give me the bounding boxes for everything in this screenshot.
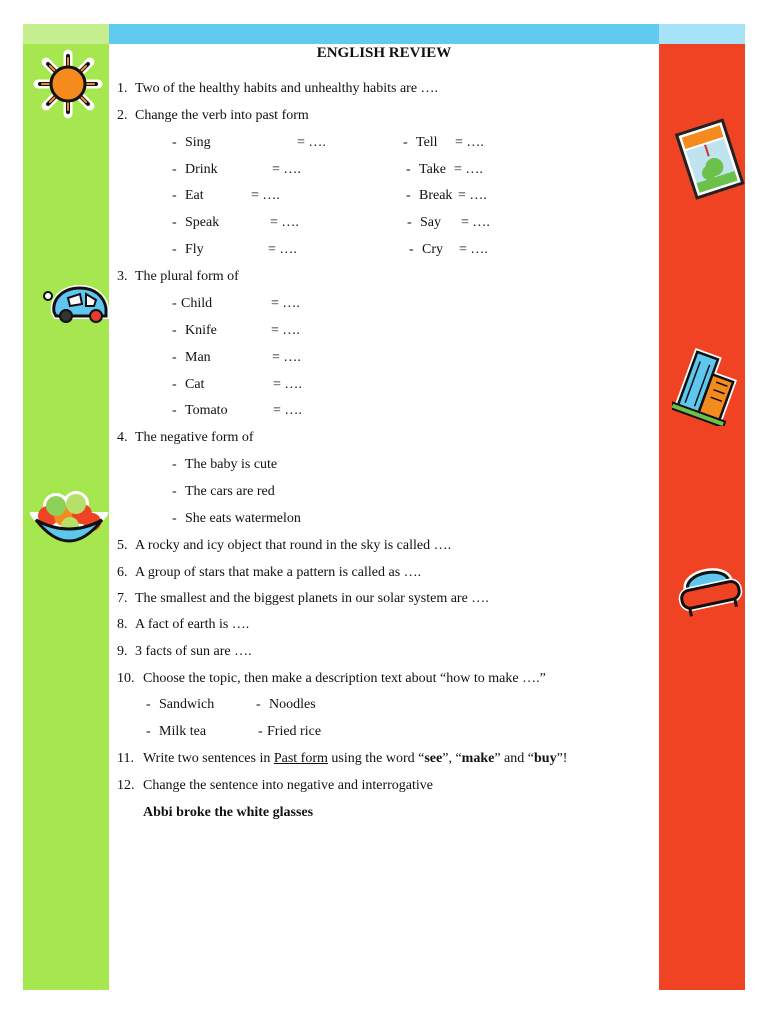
question-1-text: Two of the healthy habits and unhealthy habits are …. [135,81,439,96]
answer-blank: = …. [270,215,299,230]
plural-item: Man [185,350,211,365]
question-number: 12. [117,778,135,793]
list-dash: - [172,296,177,311]
window-icon [672,118,748,202]
sentence-item: She eats watermelon [185,511,301,526]
question-number: 4. [117,430,128,445]
question-number: 8. [117,617,128,632]
verb-item: Fly [185,242,204,257]
sentence-item: The cars are red [185,484,275,499]
answer-blank: = …. [459,242,488,257]
q11-word-see: see [424,751,443,766]
question-8-text: A fact of earth is …. [135,617,250,632]
answer-blank: = …. [273,403,302,418]
question-9-text: 3 facts of sun are …. [135,644,252,659]
answer-blank: = …. [272,162,301,177]
q11-word-buy: buy [534,751,557,766]
verb-item: Sing [185,135,211,150]
answer-blank: = …. [461,215,490,230]
answer-blank: = …. [271,323,300,338]
list-dash: - [406,162,411,177]
question-5-text: A rocky and icy object that round in the sky is called …. [135,538,452,553]
verb-item: Break [419,188,453,203]
plural-item: Knife [185,323,217,338]
list-dash: - [406,188,411,203]
answer-blank: = …. [251,188,280,203]
list-dash: - [146,724,151,739]
topic-item: Sandwich [159,697,215,712]
answer-blank: = …. [297,135,326,150]
verb-item: Take [419,162,447,177]
car-icon [40,276,112,328]
answer-blank: = …. [273,377,302,392]
q11-word-make: make [461,751,495,766]
question-6-text: A group of stars that make a pattern is called as …. [135,565,422,580]
q11-end: ”! [556,751,568,766]
q11-sep: ”, “ [442,751,462,766]
question-7-text: The smallest and the biggest planets in our solar system are …. [135,591,489,606]
list-dash: - [258,724,263,739]
building-icon [672,348,746,426]
topic-item: Milk tea [159,724,207,739]
question-number: 3. [117,269,128,284]
list-dash: - [172,511,177,526]
top-band [109,24,659,44]
list-dash: - [172,484,177,499]
answer-blank: = …. [458,188,487,203]
plural-item: Child [181,296,213,311]
fruit-bowl-icon [30,486,108,556]
question-number: 9. [117,644,128,659]
plural-item: Cat [185,377,205,392]
question-2-text: Change the verb into past form [135,108,309,123]
question-number: 10. [117,671,135,686]
list-dash: - [146,697,151,712]
question-11-text [143,750,567,768]
answer-blank: = …. [268,242,297,257]
list-dash: - [172,350,177,365]
verb-item: Drink [185,162,218,177]
sun-icon [32,48,104,120]
question-3-text: The plural form of [135,269,239,284]
verb-item: Tell [416,135,438,150]
question-12-text: Change the sentence into negative and interrogative [143,778,434,793]
verb-item: Say [420,215,441,230]
list-dash: - [172,242,177,257]
plural-item: Tomato [185,403,228,418]
list-dash: - [172,403,177,418]
verb-item: Cry [422,242,443,257]
top-left-band [23,24,109,44]
verb-item: Speak [185,215,220,230]
question-10-text: Choose the topic, then make a description text about “how to make ….” [143,671,546,686]
question-12-sentence: Abbi broke the white glasses [143,805,314,820]
top-right-band [659,24,745,44]
topic-item: Noodles [269,697,316,712]
list-dash: - [256,697,261,712]
answer-blank: = …. [454,162,483,177]
page-title: ENGLISH REVIEW [316,45,452,61]
answer-blank: = …. [455,135,484,150]
question-number: 6. [117,565,128,580]
list-dash: - [172,188,177,203]
answer-blank: = …. [271,296,300,311]
question-number: 1. [117,81,128,96]
list-dash: - [172,377,177,392]
verb-item: Eat [185,188,204,203]
list-dash: - [172,162,177,177]
answer-blank: = …. [272,350,301,365]
list-dash: - [172,215,177,230]
list-dash: - [403,135,408,150]
q11-mid: using the word “ [327,751,425,766]
question-4-text: The negative form of [135,430,254,445]
list-dash: - [409,242,414,257]
topic-item: Fried rice [267,724,322,739]
question-number: 7. [117,591,128,606]
q11-pre: Write two sentences in [143,751,274,766]
q11-sep: ” and “ [494,751,534,766]
sofa-icon [674,556,744,620]
question-number: 11. [117,751,134,766]
question-number: 5. [117,538,128,553]
q11-underlined: Past form [273,751,328,766]
list-dash: - [172,323,177,338]
list-dash: - [172,135,177,150]
list-dash: - [172,457,177,472]
list-dash: - [407,215,412,230]
question-number: 2. [117,108,128,123]
sentence-item: The baby is cute [185,457,278,472]
